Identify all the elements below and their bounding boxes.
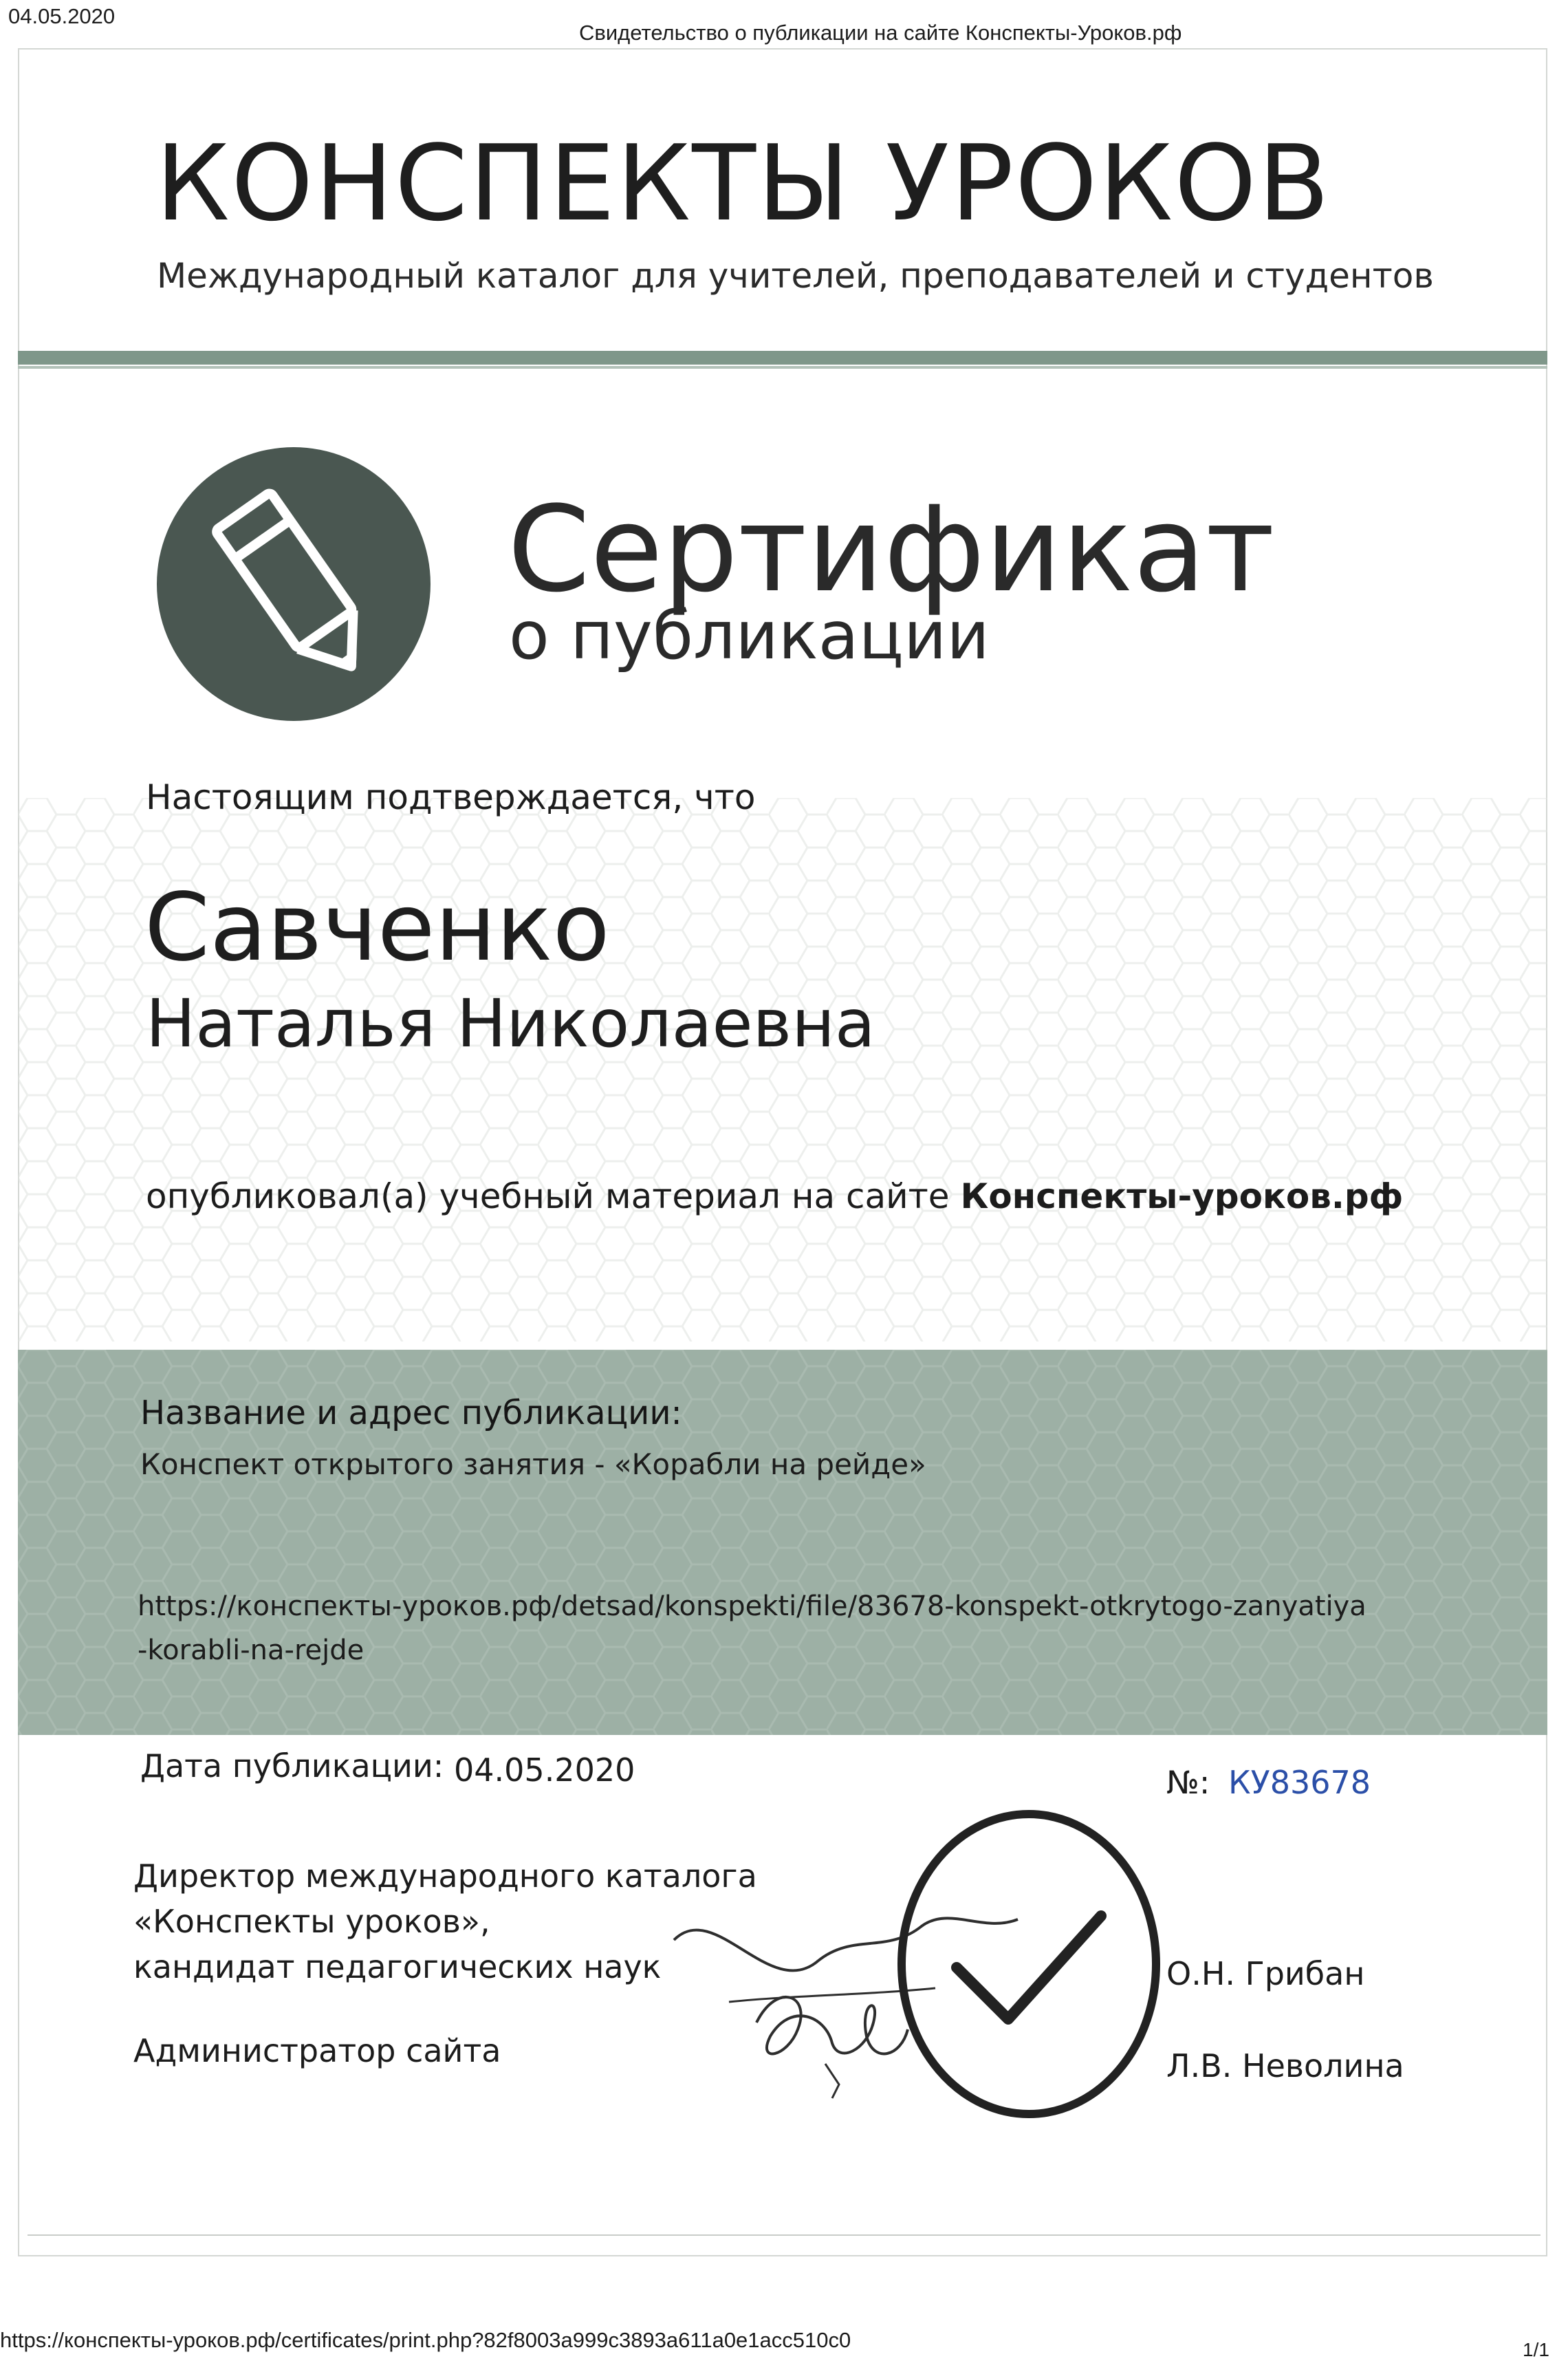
header-divider [18, 351, 1547, 365]
print-url: https://конспекты-уроков.рф/certificates/print.php?82f8003a999c3893a611a0e1acc510c0 [0, 2328, 851, 2352]
admin-title: Администратор сайта [133, 2032, 501, 2069]
published-statement [146, 1176, 1403, 1216]
certificate-title: Сертификат [508, 480, 1275, 618]
director-title-line1: Директор международного каталога [133, 1857, 757, 1895]
brand-title: КОНСПЕКТЫ УРОКОВ [155, 122, 1331, 244]
checkmark-stamp [891, 1802, 1166, 2126]
publication-date-label: Дата публикации: [140, 1747, 444, 1785]
header-divider-thin [18, 366, 1547, 369]
print-title: Свидетельство о публикации на сайте Конспекты-Уроков.рф [579, 21, 1182, 45]
director-title-line2: «Конспекты уроков», [133, 1903, 490, 1940]
print-date: 04.05.2020 [8, 4, 116, 28]
publication-label: Название и адрес публикации: [140, 1394, 682, 1432]
recipient-first-names: Наталья Николаевна [146, 985, 875, 1062]
bottom-divider [28, 2234, 1540, 2236]
print-page-number: 1/1 [1523, 2339, 1549, 2360]
publication-url-line2: -korabli-na-rejde [138, 1635, 364, 1666]
publication-url-line1: https://конспекты-уроков.рф/detsad/konspekti/file/83678-konspekt-otkrytogo-zanyatiya [138, 1591, 1366, 1622]
director-name: О.Н. Грибан [1166, 1955, 1365, 1992]
certificate-number-value: КУ83678 [1228, 1764, 1371, 1801]
admin-name: Л.В. Неволина [1166, 2047, 1404, 2084]
certificate-number-label: №: [1166, 1764, 1210, 1801]
publication-date-value: 04.05.2020 [454, 1751, 635, 1789]
published-prefix: опубликовал(а) учебный материал на сайте [146, 1176, 961, 1216]
brand-subtitle: Международный каталог для учителей, преподавателей и студентов [157, 256, 1434, 296]
logo-circle [157, 447, 431, 721]
certificate-subtitle: о публикации [509, 597, 990, 674]
recipient-surname: Савченко [144, 874, 610, 982]
checkmark-icon [957, 1916, 1101, 2019]
publication-name: Конспект открытого занятия - «Корабли на рейде» [140, 1447, 926, 1481]
published-site: Конспекты-уроков.рф [960, 1176, 1404, 1216]
director-title-line3: кандидат педагогических наук [133, 1948, 662, 1985]
confirm-text: Настоящим подтверждается, что [146, 777, 756, 817]
pencil-icon [157, 447, 431, 721]
